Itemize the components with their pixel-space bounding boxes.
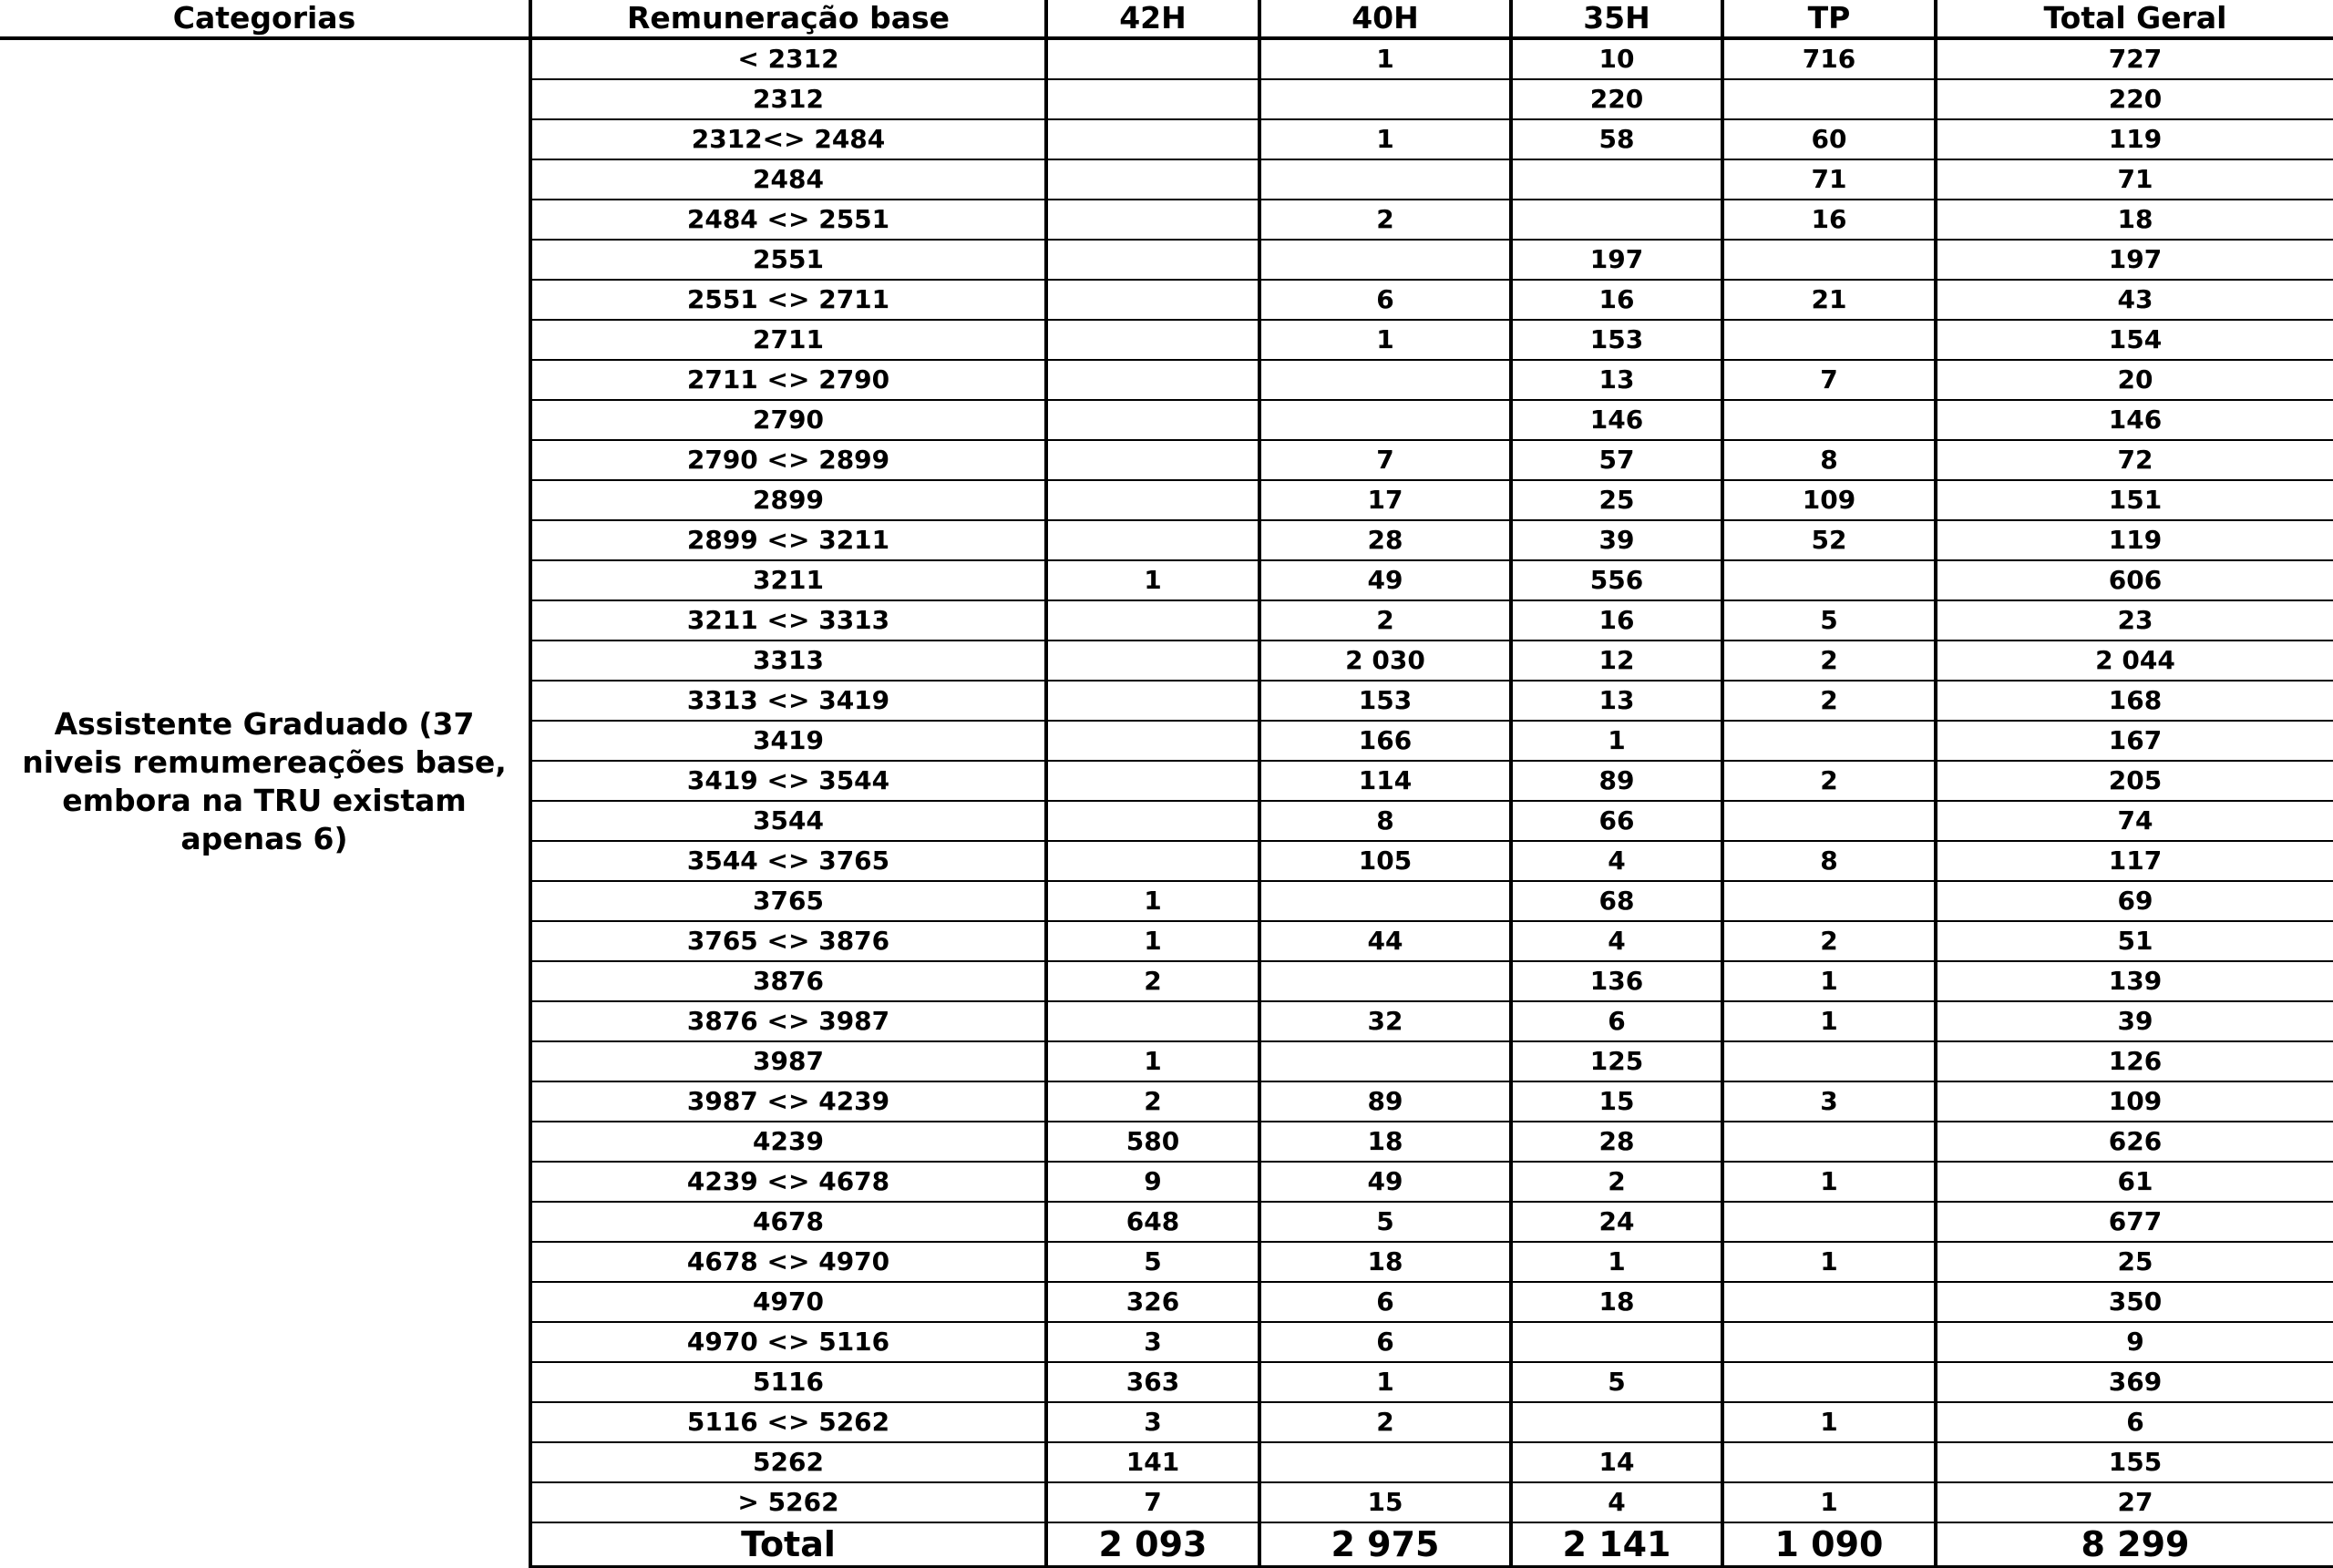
cell-tp [1722, 79, 1936, 119]
cell-tp [1722, 721, 1936, 761]
cell-tp: 716 [1722, 38, 1936, 79]
header-42h: 42H [1046, 0, 1259, 38]
cell-tp [1722, 1322, 1936, 1362]
cell-tp [1722, 560, 1936, 600]
cell-35h: 18 [1511, 1282, 1722, 1322]
cell-tp [1722, 400, 1936, 440]
cell-35h: 10 [1511, 38, 1722, 79]
cell-remuneracao-base: 3544 <> 3765 [530, 841, 1046, 881]
cell-40h: 153 [1259, 681, 1511, 721]
cell-total-geral: 626 [1936, 1122, 2333, 1162]
cell-remuneracao-base: 3765 [530, 881, 1046, 921]
cell-42h: 141 [1046, 1442, 1259, 1482]
cell-tp: 8 [1722, 440, 1936, 480]
cell-40h: 18 [1259, 1242, 1511, 1282]
cell-remuneracao-base: 3544 [530, 801, 1046, 841]
cell-remuneracao-base: 2711 <> 2790 [530, 360, 1046, 400]
cell-42h: 648 [1046, 1202, 1259, 1242]
cell-40h [1259, 400, 1511, 440]
cell-35h: 220 [1511, 79, 1722, 119]
cell-42h: 1 [1046, 921, 1259, 961]
cell-42h: 2 [1046, 961, 1259, 1001]
cell-total-geral: 369 [1936, 1362, 2333, 1402]
cell-remuneracao-base: 2899 [530, 480, 1046, 520]
cell-tp [1722, 240, 1936, 280]
cell-40h: 105 [1259, 841, 1511, 881]
cell-40h: 28 [1259, 520, 1511, 560]
cell-40h [1259, 79, 1511, 119]
cell-remuneracao-base: 2790 [530, 400, 1046, 440]
cell-total-geral: 350 [1936, 1282, 2333, 1322]
cell-40h [1259, 159, 1511, 200]
cell-40h: 32 [1259, 1001, 1511, 1041]
cell-35h: 28 [1511, 1122, 1722, 1162]
cell-42h [1046, 520, 1259, 560]
cell-42h: 363 [1046, 1362, 1259, 1402]
cell-35h: 4 [1511, 841, 1722, 881]
header-categorias: Categorias [0, 0, 530, 38]
cell-35h: 6 [1511, 1001, 1722, 1041]
cell-42h [1046, 721, 1259, 761]
cell-40h: 49 [1259, 560, 1511, 600]
cell-40h: 7 [1259, 440, 1511, 480]
cell-42h [1046, 801, 1259, 841]
cell-tp: 1 [1722, 1001, 1936, 1041]
cell-remuneracao-base: 5116 <> 5262 [530, 1402, 1046, 1442]
cell-total-geral: 20 [1936, 360, 2333, 400]
cell-42h [1046, 841, 1259, 881]
cell-total-geral: 6 [1936, 1402, 2333, 1442]
cell-remuneracao-base: 4678 [530, 1202, 1046, 1242]
cell-remuneracao-base: 4970 <> 5116 [530, 1322, 1046, 1362]
cell-42h: 1 [1046, 881, 1259, 921]
cell-tp: 5 [1722, 600, 1936, 641]
cell-remuneracao-base: 3313 <> 3419 [530, 681, 1046, 721]
cell-35h: 153 [1511, 320, 1722, 360]
cell-40h [1259, 240, 1511, 280]
cell-remuneracao-base: 2312 [530, 79, 1046, 119]
cell-total-geral: 220 [1936, 79, 2333, 119]
cell-40h: 1 [1259, 119, 1511, 159]
cell-35h: 66 [1511, 801, 1722, 841]
cell-total-geral: 27 [1936, 1482, 2333, 1522]
category-cell: Assistente Graduado (37 niveis remumereações base, embora na TRU existam apenas 6) [22, 705, 507, 856]
cell-tp: 8 [1722, 841, 1936, 881]
cell-42h: 3 [1046, 1402, 1259, 1442]
cell-35h: 25 [1511, 480, 1722, 520]
cell-remuneracao-base: > 5262 [530, 1482, 1046, 1522]
cell-total-geral: 61 [1936, 1162, 2333, 1202]
cell-42h [1046, 159, 1259, 200]
cell-total-geral: 2 044 [1936, 641, 2333, 681]
cell-40h: 1 [1259, 1362, 1511, 1402]
cell-35h: 2 [1511, 1162, 1722, 1202]
cell-total-geral: 18 [1936, 200, 2333, 240]
cell-42h [1046, 480, 1259, 520]
cell-40h: 49 [1259, 1162, 1511, 1202]
cell-total-geral: 155 [1936, 1442, 2333, 1482]
cell-35h: 58 [1511, 119, 1722, 159]
cell-remuneracao-base: < 2312 [530, 38, 1046, 79]
cell-tp [1722, 1362, 1936, 1402]
cell-42h [1046, 240, 1259, 280]
cell-42h [1046, 280, 1259, 320]
cell-tp: 52 [1722, 520, 1936, 560]
header-tp: TP [1722, 0, 1936, 38]
cell-42h [1046, 320, 1259, 360]
cell-42h [1046, 119, 1259, 159]
cell-tp [1722, 1442, 1936, 1482]
total-42h: 2 093 [1046, 1522, 1259, 1567]
total-40h: 2 975 [1259, 1522, 1511, 1567]
cell-tp [1722, 881, 1936, 921]
cell-42h: 7 [1046, 1482, 1259, 1522]
cell-42h [1046, 360, 1259, 400]
cell-42h [1046, 761, 1259, 801]
cell-remuneracao-base: 3419 <> 3544 [530, 761, 1046, 801]
table-body [0, 38, 2333, 1567]
cell-remuneracao-base: 2551 <> 2711 [530, 280, 1046, 320]
cell-remuneracao-base: 4678 <> 4970 [530, 1242, 1046, 1282]
cell-tp [1722, 1282, 1936, 1322]
cell-35h: 1 [1511, 721, 1722, 761]
cell-40h: 2 [1259, 600, 1511, 641]
cell-40h: 2 [1259, 200, 1511, 240]
cell-total-geral: 72 [1936, 440, 2333, 480]
cell-total-geral: 168 [1936, 681, 2333, 721]
cell-remuneracao-base: 3211 [530, 560, 1046, 600]
cell-42h [1046, 200, 1259, 240]
cell-total-geral: 727 [1936, 38, 2333, 79]
cell-tp [1722, 801, 1936, 841]
cell-35h: 12 [1511, 641, 1722, 681]
cell-35h: 197 [1511, 240, 1722, 280]
cell-42h [1046, 440, 1259, 480]
cell-total-geral: 43 [1936, 280, 2333, 320]
cell-42h [1046, 681, 1259, 721]
cell-35h: 4 [1511, 921, 1722, 961]
cell-remuneracao-base: 3987 <> 4239 [530, 1081, 1046, 1122]
cell-40h: 114 [1259, 761, 1511, 801]
cell-42h: 326 [1046, 1282, 1259, 1322]
cell-remuneracao-base: 3765 <> 3876 [530, 921, 1046, 961]
cell-40h: 18 [1259, 1122, 1511, 1162]
cell-42h [1046, 1001, 1259, 1041]
cell-remuneracao-base: 2711 [530, 320, 1046, 360]
cell-35h: 39 [1511, 520, 1722, 560]
cell-remuneracao-base: 3211 <> 3313 [530, 600, 1046, 641]
cell-35h [1511, 1402, 1722, 1442]
cell-total-geral: 119 [1936, 520, 2333, 560]
cell-tp [1722, 1122, 1936, 1162]
cell-tp [1722, 1041, 1936, 1081]
cell-remuneracao-base: 2484 [530, 159, 1046, 200]
cell-35h: 57 [1511, 440, 1722, 480]
cell-tp [1722, 1202, 1936, 1242]
cell-tp: 1 [1722, 1482, 1936, 1522]
cell-42h: 9 [1046, 1162, 1259, 1202]
cell-remuneracao-base: 2551 [530, 240, 1046, 280]
cell-total-geral: 139 [1936, 961, 2333, 1001]
cell-35h: 15 [1511, 1081, 1722, 1122]
cell-total-geral: 69 [1936, 881, 2333, 921]
cell-remuneracao-base: 2484 <> 2551 [530, 200, 1046, 240]
cell-total-geral: 71 [1936, 159, 2333, 200]
cell-40h: 44 [1259, 921, 1511, 961]
cell-tp: 3 [1722, 1081, 1936, 1122]
cell-42h: 1 [1046, 560, 1259, 600]
total-35h: 2 141 [1511, 1522, 1722, 1567]
cell-remuneracao-base: 4970 [530, 1282, 1046, 1322]
cell-total-geral: 51 [1936, 921, 2333, 961]
cell-35h: 4 [1511, 1482, 1722, 1522]
cell-35h: 5 [1511, 1362, 1722, 1402]
cell-total-geral: 154 [1936, 320, 2333, 360]
header-40h: 40H [1259, 0, 1511, 38]
cell-tp: 71 [1722, 159, 1936, 200]
cell-40h [1259, 1041, 1511, 1081]
cell-40h: 6 [1259, 1282, 1511, 1322]
cell-remuneracao-base: 3313 [530, 641, 1046, 681]
cell-40h: 15 [1259, 1482, 1511, 1522]
cell-40h: 1 [1259, 320, 1511, 360]
cell-42h [1046, 641, 1259, 681]
cell-42h [1046, 38, 1259, 79]
cell-35h [1511, 200, 1722, 240]
cell-42h: 3 [1046, 1322, 1259, 1362]
cell-35h: 136 [1511, 961, 1722, 1001]
cell-tp: 7 [1722, 360, 1936, 400]
cell-remuneracao-base: 2312<> 2484 [530, 119, 1046, 159]
cell-tp: 21 [1722, 280, 1936, 320]
cell-42h: 1 [1046, 1041, 1259, 1081]
cell-total-geral: 606 [1936, 560, 2333, 600]
total-tp: 1 090 [1722, 1522, 1936, 1567]
cell-total-geral: 119 [1936, 119, 2333, 159]
cell-tp: 60 [1722, 119, 1936, 159]
cell-remuneracao-base: 2899 <> 3211 [530, 520, 1046, 560]
cell-35h: 14 [1511, 1442, 1722, 1482]
cell-remuneracao-base: 4239 [530, 1122, 1046, 1162]
cell-40h [1259, 961, 1511, 1001]
cell-42h: 580 [1046, 1122, 1259, 1162]
cell-total-geral: 677 [1936, 1202, 2333, 1242]
cell-total-geral: 74 [1936, 801, 2333, 841]
cell-42h [1046, 600, 1259, 641]
header-remuneracao-base: Remuneração base [530, 0, 1046, 38]
cell-42h: 2 [1046, 1081, 1259, 1122]
cell-42h: 5 [1046, 1242, 1259, 1282]
cell-remuneracao-base: 5116 [530, 1362, 1046, 1402]
cell-total-geral: 117 [1936, 841, 2333, 881]
cell-40h: 1 [1259, 38, 1511, 79]
cell-35h: 24 [1511, 1202, 1722, 1242]
cell-total-geral: 151 [1936, 480, 2333, 520]
total-geral-value: 8 299 [1936, 1522, 2333, 1567]
cell-total-geral: 109 [1936, 1081, 2333, 1122]
cell-tp: 2 [1722, 641, 1936, 681]
cell-35h: 13 [1511, 681, 1722, 721]
cell-40h: 6 [1259, 1322, 1511, 1362]
cell-tp: 1 [1722, 1402, 1936, 1442]
cell-tp: 16 [1722, 200, 1936, 240]
cell-tp: 2 [1722, 921, 1936, 961]
cell-remuneracao-base: 3876 <> 3987 [530, 1001, 1046, 1041]
cell-35h: 13 [1511, 360, 1722, 400]
cell-40h: 6 [1259, 280, 1511, 320]
cell-tp: 1 [1722, 961, 1936, 1001]
cell-35h: 16 [1511, 280, 1722, 320]
cell-total-geral: 39 [1936, 1001, 2333, 1041]
table-row [0, 38, 2333, 79]
cell-tp: 1 [1722, 1162, 1936, 1202]
cell-35h: 68 [1511, 881, 1722, 921]
total-row-blank-cell [0, 1522, 530, 1567]
cell-40h: 8 [1259, 801, 1511, 841]
cell-40h: 5 [1259, 1202, 1511, 1242]
cell-tp: 2 [1722, 681, 1936, 721]
cell-remuneracao-base: 2790 <> 2899 [530, 440, 1046, 480]
cell-42h [1046, 400, 1259, 440]
cell-remuneracao-base: 3419 [530, 721, 1046, 761]
cell-35h: 1 [1511, 1242, 1722, 1282]
cell-total-geral: 205 [1936, 761, 2333, 801]
cell-tp: 109 [1722, 480, 1936, 520]
cell-tp: 2 [1722, 761, 1936, 801]
cell-remuneracao-base: 3987 [530, 1041, 1046, 1081]
cell-35h [1511, 159, 1722, 200]
cell-35h: 89 [1511, 761, 1722, 801]
cell-total-geral: 167 [1936, 721, 2333, 761]
cell-total-geral: 25 [1936, 1242, 2333, 1282]
cell-total-geral: 23 [1936, 600, 2333, 641]
header-total-geral: Total Geral [1936, 0, 2333, 38]
cell-35h: 146 [1511, 400, 1722, 440]
cell-tp: 1 [1722, 1242, 1936, 1282]
total-row [0, 1522, 2333, 1567]
cell-42h [1046, 79, 1259, 119]
cell-remuneracao-base: 5262 [530, 1442, 1046, 1482]
cell-total-geral: 197 [1936, 240, 2333, 280]
cell-remuneracao-base: 4239 <> 4678 [530, 1162, 1046, 1202]
total-label: Total [530, 1522, 1046, 1567]
cell-total-geral: 146 [1936, 400, 2333, 440]
cell-35h [1511, 1322, 1722, 1362]
header-35h: 35H [1511, 0, 1722, 38]
cell-35h: 16 [1511, 600, 1722, 641]
cell-40h: 17 [1259, 480, 1511, 520]
cell-40h: 89 [1259, 1081, 1511, 1122]
cell-40h [1259, 360, 1511, 400]
header-row [0, 0, 2333, 38]
cell-35h: 556 [1511, 560, 1722, 600]
cell-remuneracao-base: 3876 [530, 961, 1046, 1001]
cell-40h: 2 030 [1259, 641, 1511, 681]
cell-40h: 2 [1259, 1402, 1511, 1442]
cell-40h: 166 [1259, 721, 1511, 761]
cell-total-geral: 126 [1936, 1041, 2333, 1081]
cell-40h [1259, 1442, 1511, 1482]
cell-tp [1722, 320, 1936, 360]
cell-40h [1259, 881, 1511, 921]
cell-35h: 125 [1511, 1041, 1722, 1081]
cell-total-geral: 9 [1936, 1322, 2333, 1362]
